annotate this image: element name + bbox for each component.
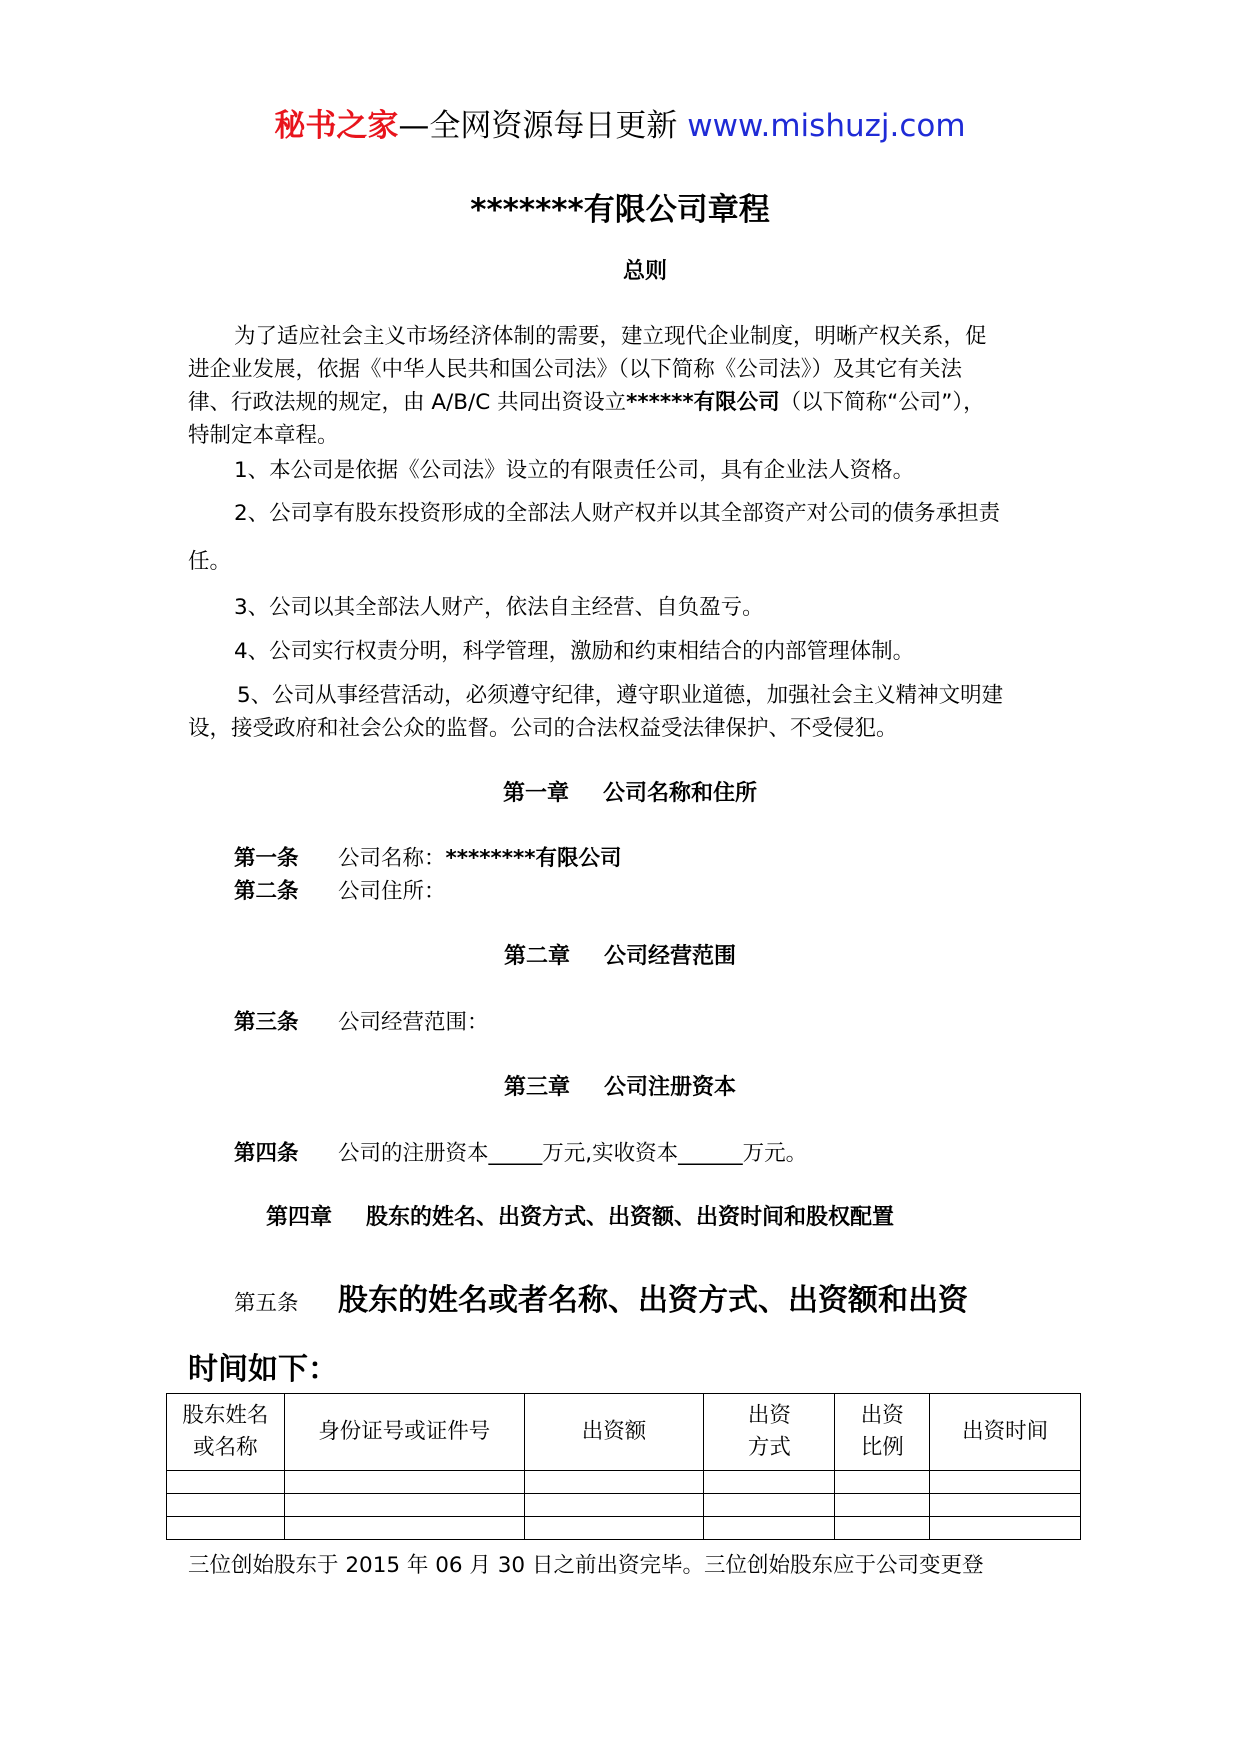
site-header (0, 100, 1240, 145)
table-cell[interactable] (930, 1517, 1081, 1540)
table-cell[interactable] (835, 1471, 930, 1494)
chapter-4-title: 股东的姓名、出资方式、出资额、出资时间和股权配置 (366, 1205, 895, 1230)
table-cell[interactable] (167, 1471, 285, 1494)
table-row (167, 1471, 1081, 1494)
clause-1: 1、本公司是依据《公司法》设立的有限责任公司，具有企业法人资格。 (234, 458, 915, 483)
article-3-label: 第三条 (234, 1010, 299, 1035)
intro-line-2: 进企业发展，依据《中华人民共和国公司法》（以下简称《公司法》）及其它有关法 (188, 357, 963, 382)
chapter-1-title: 公司名称和住所 (603, 781, 758, 806)
chapter-4-heading (0, 1200, 1160, 1231)
header-contribution-method: 出资 方式 (704, 1394, 835, 1471)
clause-5-cont: 设，接受政府和社会公众的监督。公司的合法权益受法律保护、不受侵犯。 (188, 716, 898, 741)
table-cell[interactable] (284, 1494, 524, 1517)
article-1-prefix: 公司名称： (338, 846, 446, 871)
article-4-label: 第四条 (234, 1141, 299, 1166)
shareholders-table (166, 1393, 1081, 1540)
table-cell[interactable] (284, 1517, 524, 1540)
article-2-label: 第二条 (234, 879, 299, 904)
clause-2-cont: 任。 (188, 549, 232, 574)
article-1-company-name: ********有限公司 (445, 846, 622, 871)
table-cell[interactable] (524, 1517, 704, 1540)
header-contribution-time: 出资时间 (930, 1394, 1081, 1471)
general-heading: 总则 (622, 259, 667, 284)
chapter-1-heading (0, 776, 1240, 807)
chapter-2-heading (0, 939, 1240, 970)
table-cell[interactable] (930, 1494, 1081, 1517)
clause-2: 2、公司享有股东投资形成的全部法人财产权并以其全部资产对公司的债务承担责 (234, 501, 1001, 526)
intro-line-3-tail: （以下简称“公司”）， (779, 390, 985, 415)
table-cell[interactable] (835, 1494, 930, 1517)
table-cell[interactable] (930, 1471, 1081, 1494)
clause-5: 5、公司从事经营活动，必须遵守纪律，遵守职业道德，加强社会主义精神文明建 (237, 683, 1004, 708)
site-url-link[interactable]: www.mishuzj.com (687, 108, 966, 144)
header-contribution-ratio: 出资 比例 (835, 1394, 930, 1471)
clause-3: 3、公司以其全部法人财产，依法自主经营、自负盈亏。 (234, 595, 764, 620)
clause-4: 4、公司实行权责分明，科学管理，激励和约束相结合的内部管理体制。 (234, 639, 915, 664)
table-cell[interactable] (284, 1471, 524, 1494)
table-cell[interactable] (704, 1517, 835, 1540)
chapter-4-number: 第四章 (265, 1205, 332, 1230)
chapter-3-number: 第三章 (503, 1075, 570, 1100)
header-tagline: —全网资源每日更新 (398, 108, 678, 144)
table-header-row (167, 1394, 1081, 1471)
article-5-text-line-2: 时间如下： (188, 1352, 338, 1387)
article-1-text (338, 841, 621, 872)
article-5-label: 第五条 (234, 1291, 299, 1316)
brand-name: 秘书之家 (274, 108, 399, 144)
intro-line-3-text: 律、行政法规的规定，由 A/B/C 共同出资设立 (188, 390, 627, 415)
chapter-3-heading (0, 1070, 1240, 1101)
article-4-text: 公司的注册资本_____万元,实收资本______万元。 (338, 1141, 808, 1166)
table-row (167, 1494, 1081, 1517)
table-cell[interactable] (524, 1471, 704, 1494)
company-name-bold: ******有限公司 (626, 390, 780, 415)
table-row (167, 1517, 1081, 1540)
document-title: *******有限公司章程 (470, 192, 770, 228)
chapter-2-title: 公司经营范围 (604, 944, 737, 969)
table-cell[interactable] (704, 1494, 835, 1517)
intro-line-3 (188, 385, 985, 416)
chapter-1-number: 第一章 (502, 781, 569, 806)
article-1-label: 第一条 (234, 846, 299, 871)
chapter-2-number: 第二章 (503, 944, 570, 969)
intro-line-4: 特制定本章程。 (188, 423, 339, 448)
intro-line-1: 为了适应社会主义市场经济体制的需要，建立现代企业制度，明晰产权关系，促 (234, 324, 987, 349)
table-cell[interactable] (167, 1517, 285, 1540)
header-shareholder-name: 股东姓名 或名称 (167, 1394, 285, 1471)
table-cell[interactable] (835, 1517, 930, 1540)
article-2-text: 公司住所： (338, 879, 446, 904)
article-3-text: 公司经营范围： (338, 1010, 489, 1035)
chapter-3-title: 公司注册资本 (604, 1075, 737, 1100)
article-5-text-line-1: 股东的姓名或者名称、出资方式、出资额和出资 (338, 1283, 968, 1318)
table-cell[interactable] (524, 1494, 704, 1517)
table-cell[interactable] (167, 1494, 285, 1517)
contribution-deadline-text: 三位创始股东于 2015 年 06 月 30 日之前出资完毕。三位创始股东应于公司变更登 (188, 1553, 984, 1578)
header-contribution-amount: 出资额 (524, 1394, 704, 1471)
header-id-number: 身份证号或证件号 (284, 1394, 524, 1471)
table-cell[interactable] (704, 1471, 835, 1494)
